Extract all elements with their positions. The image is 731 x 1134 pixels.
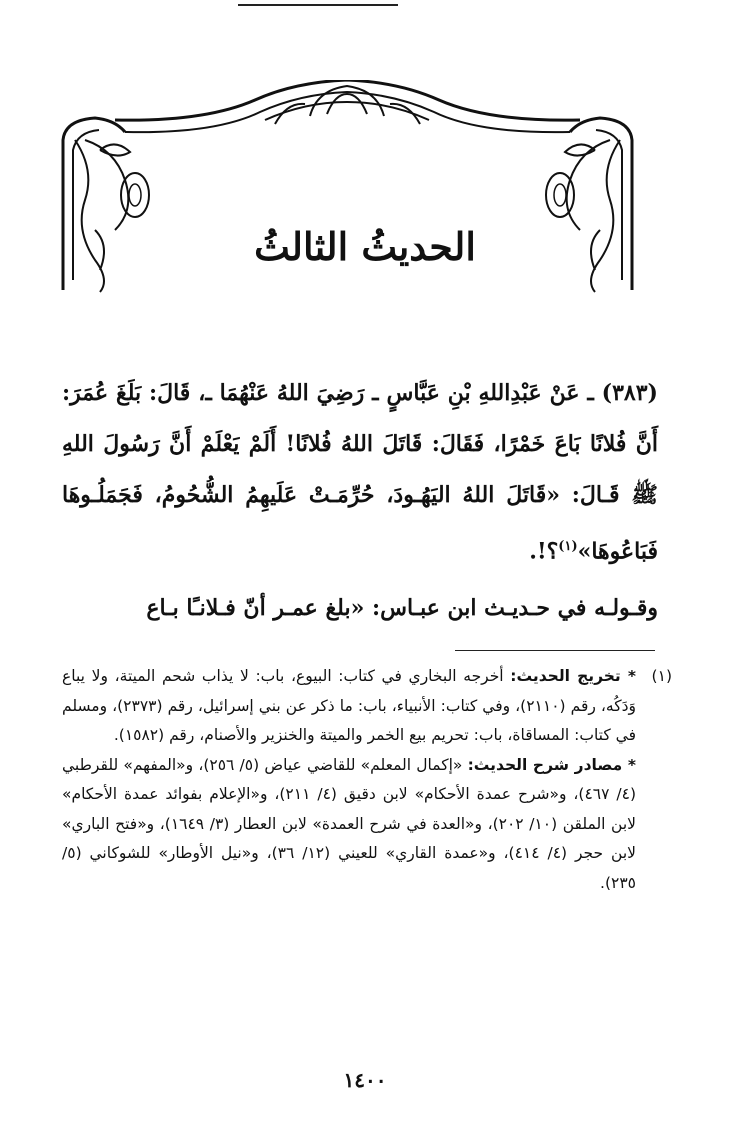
chapter-title: الحديثُ الثالثُ xyxy=(254,224,476,269)
footnote-separator xyxy=(455,650,655,651)
takhrij-label: * تخريج الحديث: xyxy=(510,667,636,685)
takhrij-paragraph xyxy=(62,662,636,751)
sources-text: «إكمال المعلم» للقاضي عياض (٥/ ٢٥٦)، و«المفهم» للقرطبي (٤/ ٤٦٧)، و«شرح عمدة الأحكام» لابن دقيق (٤/ ٢١١)، و«الإعلام بفوائد عمدة الأحكام» لابن الملقن (١٠/ ٢٠٢)، و«العدة في شرح العمدة» لابن العطار (٣/ ١٦٤٩)، و«فتح الباري» لابن حجر (٤/ ٤١٤)، و«عمدة القاري» للعيني (١٢/ ٣٦)، و«نيل الأوطار» للشوكاني (٥/ ٢٣٥). xyxy=(62,755,637,892)
hadith-ending: ؟!. xyxy=(529,538,559,565)
hadith-narrator-line: ـ عَنْ عَبْدِاللهِ بْنِ عَبَّاسٍ ـ رَضِيَ اللهُ عَنْهُمَا ـ، قَالَ: xyxy=(149,380,594,406)
footnote-body xyxy=(62,662,636,898)
takhrij-text: أخرجه البخاري في كتاب: البيوع، باب: لا يذاب شحم الميتة، ولا يباع وَدَكُه، رقم (٢١١٠)، وفي كتاب: الأنبياء، باب: ما ذكر عن بني إسرائيل، رقم (٢٣٧٣)، ومسلم في كتاب: المساقاة، باب: تحريم بيع الخمر والميتة والخنزير والأصنام، رقم (١٥٨٢). xyxy=(62,667,636,744)
footnote-reference: (١) xyxy=(558,539,578,554)
page-number: ١٤٠٠ xyxy=(343,1068,387,1092)
sources-paragraph xyxy=(62,751,636,899)
hadith-number: (٣٨٣) xyxy=(601,380,658,406)
commentary-line: وقـولـه في حـديـث ابن عبـاس: «بلغ عمـر أنّ فـلانـًا بـاع xyxy=(146,595,658,621)
sources-label: * مصادر شرح الحديث: xyxy=(467,755,636,774)
footnotes xyxy=(62,662,672,898)
hadith-paragraph xyxy=(62,368,658,577)
footnote-number: (١) xyxy=(651,667,672,685)
top-rule xyxy=(238,4,398,6)
footnote-item xyxy=(62,662,672,898)
hadith-text: بَلَغَ عُمَرَ: أَنَّ فُلانًا بَاعَ خَمْرًا، فَقَالَ: قَاتَلَ اللهُ فُلانًا! أَلَمْ يَعْلَمْ أَنَّ رَسُولَ اللهِ ﷺ قَـالَ: «قَاتَلَ اللهُ اليَهُـودَ، حُرِّمَـتْ عَلَيهِمُ الشُّحُومُ، فَجَمَلُـوهَا فَبَاعُوهَا» xyxy=(62,380,658,565)
